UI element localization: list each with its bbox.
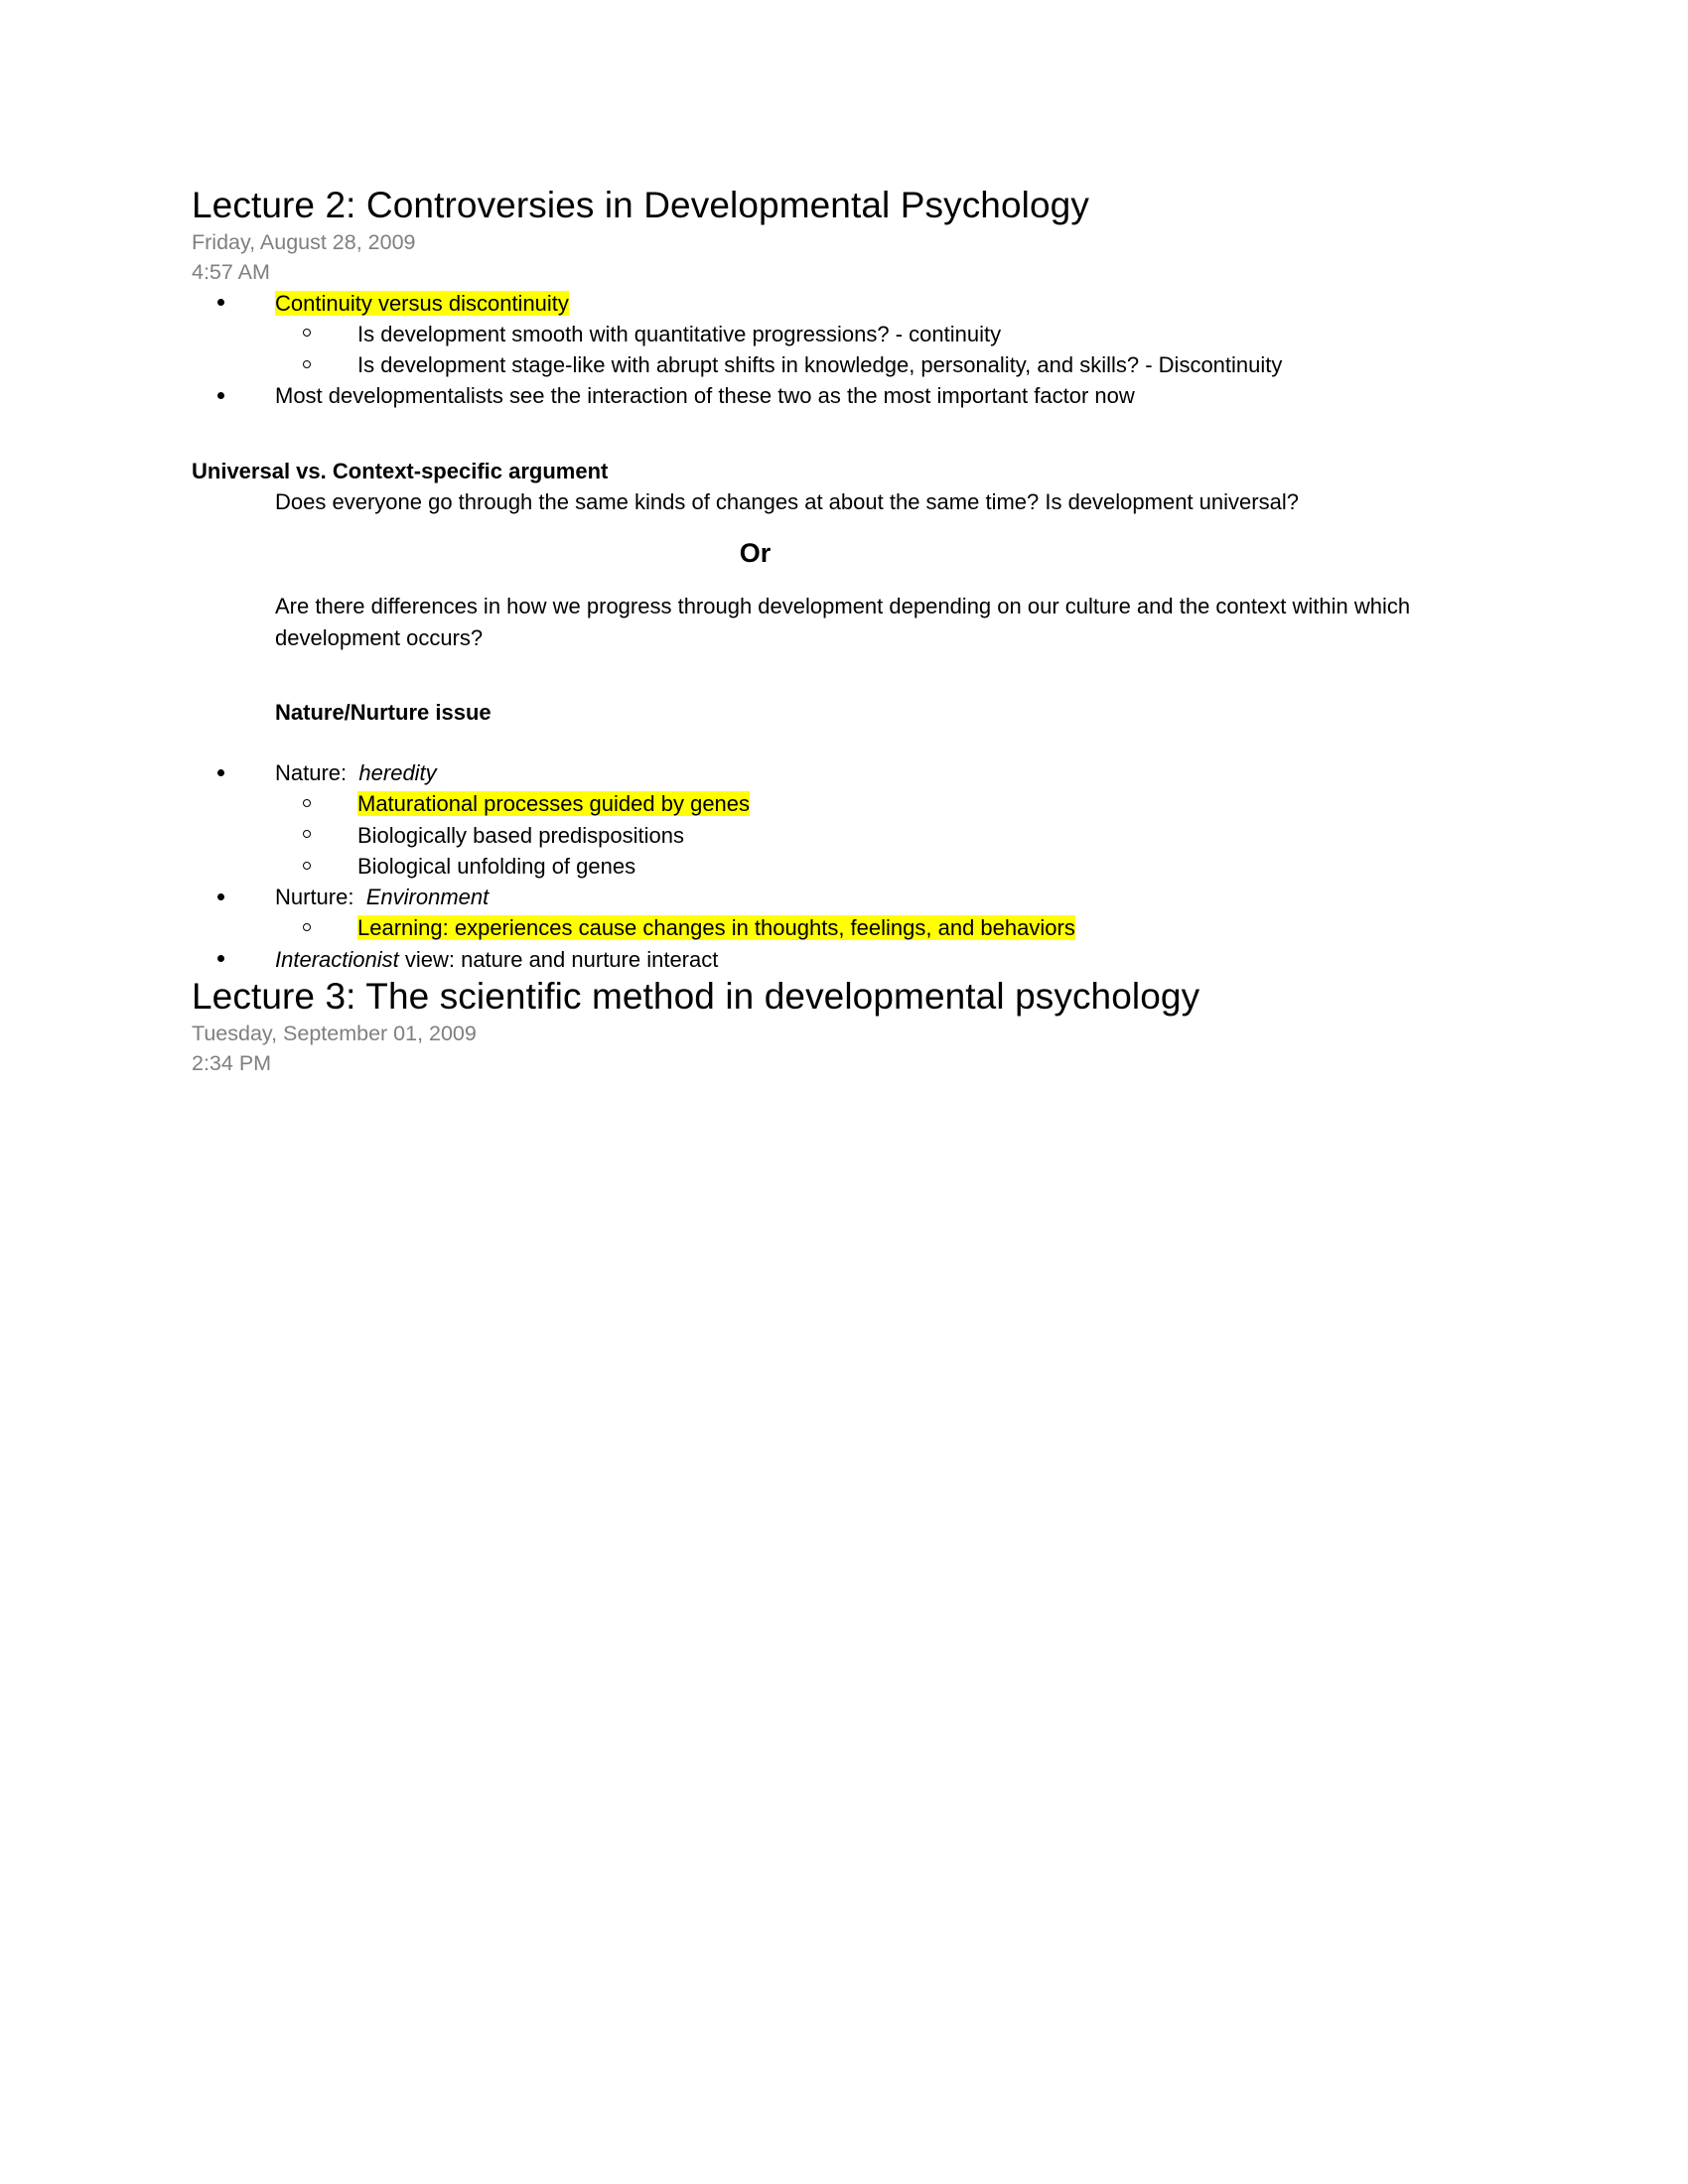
bullet-disc-icon bbox=[217, 392, 224, 399]
spacer bbox=[192, 653, 1473, 697]
bullet-circle-icon bbox=[303, 830, 311, 838]
list-item bbox=[275, 912, 1473, 943]
spacer bbox=[192, 412, 1473, 456]
spacer bbox=[192, 517, 1473, 535]
list-item bbox=[192, 757, 1473, 882]
lecture2-time: 4:57 AM bbox=[192, 260, 270, 285]
list-item bbox=[275, 349, 1473, 380]
nurture-label: Nurture: bbox=[275, 885, 354, 910]
sub-bullet-text: Maturational processes guided by genes bbox=[357, 791, 751, 817]
nature-label: Nature: bbox=[275, 760, 348, 786]
nature-emphasis: heredity bbox=[358, 760, 437, 786]
bullet-disc-icon bbox=[217, 955, 224, 962]
sub-bullet-text: Learning: experiences cause changes in thoughts, feelings, and behaviors bbox=[357, 915, 1075, 941]
bullet-circle-icon bbox=[303, 360, 311, 368]
sub-bullet-list bbox=[275, 912, 1473, 943]
bullet-text: Most developmentalists see the interaction of these two as the most important factor now bbox=[275, 383, 1135, 409]
bullet-disc-icon bbox=[217, 299, 224, 306]
universal-section-heading: Universal vs. Context-specific argument bbox=[192, 458, 609, 483]
bullet-disc-icon bbox=[217, 893, 224, 900]
list-item bbox=[192, 288, 1473, 381]
nature-nurture-list bbox=[192, 757, 1473, 975]
bullet-circle-icon bbox=[303, 923, 311, 931]
nurture-emphasis: Environment bbox=[365, 885, 490, 910]
lecture2-title: Lecture 2: Controversies in Developmental Psychology bbox=[192, 185, 1089, 225]
sub-bullet-text: Is development stage-like with abrupt shifts in knowledge, personality, and skills? - Discontinuity bbox=[357, 352, 1283, 378]
bullet-text: Continuity versus discontinuity bbox=[275, 290, 569, 316]
lecture3-title: Lecture 3: The scientific method in developmental psychology bbox=[192, 975, 1200, 1017]
list-item bbox=[275, 319, 1473, 349]
lecture3-date: Tuesday, September 01, 2009 bbox=[192, 1021, 477, 1045]
list-item bbox=[275, 820, 1473, 851]
list-item bbox=[192, 882, 1473, 943]
bullet-circle-icon bbox=[303, 862, 311, 870]
spacer bbox=[192, 728, 1473, 757]
sub-bullet-text: Biological unfolding of genes bbox=[357, 853, 636, 879]
sub-bullet-list bbox=[275, 319, 1473, 380]
universal-paragraph-1: Does everyone go through the same kinds of changes at about the same time? Is development universal? bbox=[275, 488, 1299, 514]
note-content bbox=[192, 184, 1473, 1079]
lecture3-time: 2:34 PM bbox=[192, 1051, 272, 1076]
interactionist-text: view: nature and nurture interact bbox=[398, 946, 719, 972]
nature-nurture-heading: Nature/Nurture issue bbox=[275, 700, 492, 726]
bullet-circle-icon bbox=[303, 799, 311, 807]
universal-paragraph-2: Are there differences in how we progress through development depending on our culture and the context within which development occurs? bbox=[275, 594, 1411, 650]
list-item bbox=[275, 851, 1473, 882]
lecture2-date: Friday, August 28, 2009 bbox=[192, 229, 416, 254]
interactionist-emphasis: Interactionist bbox=[275, 946, 399, 972]
list-item bbox=[275, 788, 1473, 819]
bullet-disc-icon bbox=[217, 769, 224, 776]
list-item bbox=[192, 380, 1473, 411]
lecture2-bullet-list bbox=[192, 288, 1473, 412]
sub-bullet-text: Is development smooth with quantitative progressions? - continuity bbox=[357, 321, 1002, 346]
sub-bullet-text: Biologically based predispositions bbox=[357, 822, 684, 848]
spacer bbox=[192, 573, 1473, 591]
bullet-circle-icon bbox=[303, 329, 311, 337]
sub-bullet-list bbox=[275, 788, 1473, 882]
or-connector: Or bbox=[739, 538, 772, 569]
list-item bbox=[192, 944, 1473, 975]
